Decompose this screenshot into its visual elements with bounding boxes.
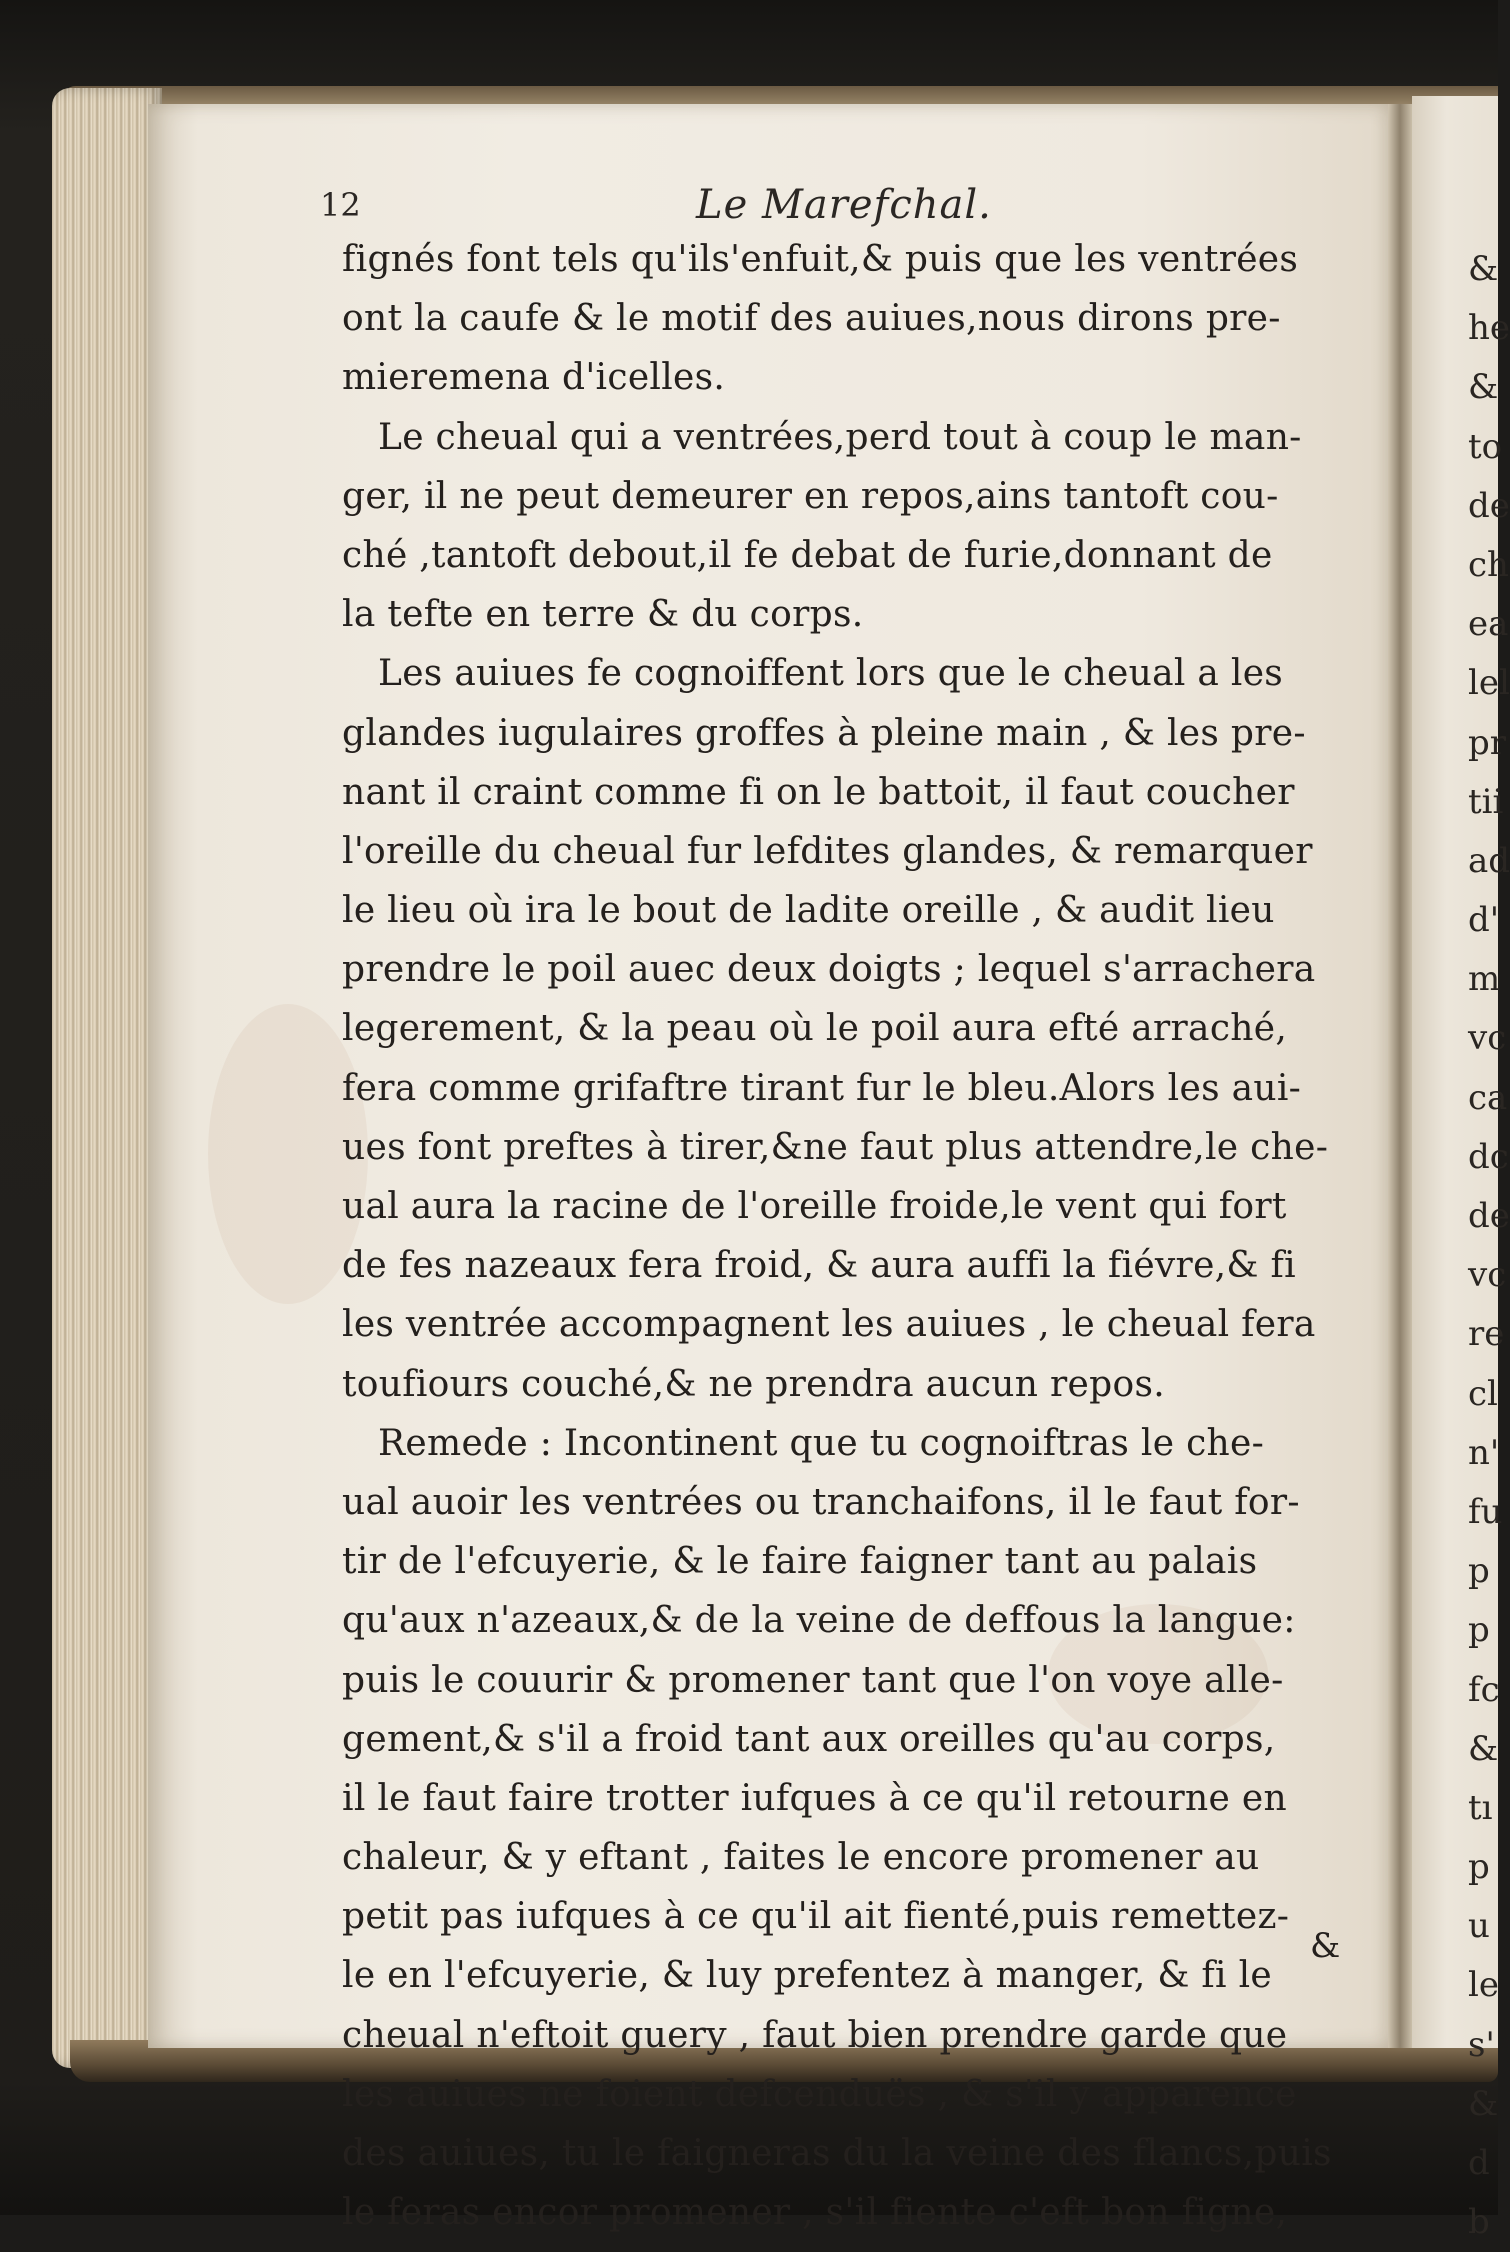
right-page-fragment: m <box>1468 959 1501 1000</box>
right-page-fragment: ca <box>1468 1077 1508 1118</box>
text-line: mieremena d'icelles. <box>342 357 726 399</box>
text-line: fignés font tels qu'ils'enfuit,& puis que les ventrées <box>342 239 1299 280</box>
right-page-fragment: & <box>1468 367 1499 408</box>
right-page-fragment: s' <box>1468 2024 1495 2065</box>
right-page-fragment: p <box>1468 1847 1490 1888</box>
right-page-fragment: p <box>1468 1551 1490 1592</box>
text-line: le feras encor promener , s'il fiente c'eft bon figne, <box>342 2192 1288 2234</box>
right-page-fragment: re <box>1468 1314 1505 1355</box>
text-line: ché ,tantoft debout,il fe debat de furie,donnant de <box>342 534 1273 576</box>
text-line: de fes nazeaux fera froid, & aura auffi la fiévre,& fi <box>342 1245 1296 1287</box>
text-line: prendre le poil auec deux doigts ; lequel s'arrachera <box>342 949 1316 991</box>
text-line: le en l'efcuyerie, & luy prefentez à manger, & fi le <box>342 1955 1273 1997</box>
text-line: nant il craint comme fi on le battoit, il faut coucher <box>342 771 1295 813</box>
right-page-fragment: vc <box>1468 1018 1507 1059</box>
page-gutter <box>1388 104 1412 2048</box>
right-page-fragment: & <box>1468 1728 1499 1769</box>
text-line: les ventrée accompagnent les auiues , le cheual fera <box>342 1304 1316 1346</box>
text-line: gement,& s'il a froid tant aux oreilles qu'au corps, <box>342 1718 1276 1760</box>
text-line: glandes iugulaires groffes à pleine main , & les pre- <box>342 712 1306 754</box>
text-line: puis le couurir & promener tant que l'on voye alle- <box>342 1659 1284 1701</box>
text-line: chaleur, & y eftant , faites le encore promener au <box>342 1837 1260 1879</box>
text-line: ont la caufe & le motif des auiues,nous dirons pre- <box>342 298 1281 340</box>
text-line: il le faut faire trotter iufques à ce qu'il retourne en <box>342 1777 1287 1819</box>
text-line: fera comme grifaftre tirant fur le bleu.Alors les aui- <box>342 1067 1302 1109</box>
text-line: la tefte en terre & du corps. <box>342 594 864 636</box>
running-title: Le Marefchal. <box>696 182 992 228</box>
catchword: & <box>1310 1926 1341 1966</box>
book-fore-edge <box>52 88 162 2068</box>
text-line: petit pas iufques à ce qu'il ait fienté,puis remettez- <box>342 1896 1290 1938</box>
text-line: Les auiues fe cognoiffent lors que le cheual a les <box>378 653 1284 695</box>
right-page-fragment: n' <box>1468 1432 1500 1473</box>
text-line: ual auoir les ventrées ou tranchaifons, il le faut for- <box>342 1481 1300 1523</box>
right-page-fragment: ch <box>1468 544 1509 585</box>
right-page-fragment: cl <box>1468 1373 1498 1414</box>
text-line: toufiours couché,& ne prendra aucun repos. <box>342 1363 1165 1405</box>
right-page-fragment: vc <box>1468 1255 1507 1296</box>
text-line: tir de l'efcuyerie, & le faire faigner tant au palais <box>342 1541 1258 1583</box>
text-line: le lieu où ira le bout de ladite oreille , & audit lieu <box>342 890 1275 932</box>
text-line: des auiues, tu le faigneras du la veine des flancs,puis <box>342 2133 1332 2174</box>
right-page-fragment: le <box>1468 1965 1499 2006</box>
right-page-fragment: ea <box>1468 604 1509 645</box>
right-page-fragment: & <box>1468 249 1499 289</box>
text-line: ger, il ne peut demeurer en repos,ains tantoft cou- <box>342 475 1279 517</box>
right-page-fragment: fu <box>1468 1491 1503 1532</box>
right-page-fragment: ad <box>1468 840 1510 881</box>
right-page-fragment: u <box>1468 1906 1490 1947</box>
text-line: qu'aux n'azeaux,& de la veine de deffous la langue: <box>342 1600 1296 1642</box>
text-line: les auiues ne foient defcenduës , & s'il y apparence <box>342 2073 1297 2115</box>
text-line: l'oreille du cheual fur lefdites glandes, & remarquer <box>342 830 1313 872</box>
right-page-fragment: tı <box>1468 1787 1493 1828</box>
text-line: Remede : Incontinent que tu cognoiftras le che- <box>378 1422 1265 1464</box>
right-page-fragment: lel <box>1468 663 1510 704</box>
text-line: Le cheual qui a ventrées,perd tout à coup le man- <box>378 416 1302 458</box>
right-page-fragment: he <box>1468 308 1510 349</box>
text-line: ues font preftes à tirer,&ne faut plus attendre,le che- <box>342 1126 1329 1168</box>
right-page-fragment: d' <box>1468 900 1500 941</box>
right-page-fragment: b <box>1468 2202 1490 2243</box>
right-page-fragment: p <box>1468 1610 1490 1651</box>
right-page-fragment: to <box>1468 426 1503 467</box>
right-page-fragment: dc <box>1468 1136 1509 1177</box>
body-text <box>342 230 1352 2242</box>
page-number: 12 <box>320 186 361 224</box>
text-line: ual aura la racine de l'oreille froide,le vent qui fort <box>342 1186 1287 1227</box>
right-page-fragment: d <box>1468 2143 1490 2183</box>
right-page-fragment: & <box>1468 2083 1499 2124</box>
right-page <box>1412 96 1510 2243</box>
right-page-fragment: pr <box>1468 722 1507 763</box>
right-page-fragment: tii <box>1468 781 1504 822</box>
right-page-fragment: fc <box>1468 1669 1500 1710</box>
right-page-fragment: de <box>1468 485 1510 526</box>
text-line: legerement, & la peau où le poil aura efté arraché, <box>342 1008 1288 1050</box>
right-page-fragment: de <box>1468 1196 1510 1236</box>
right-page-fragments <box>1468 240 1510 2252</box>
text-line: cheual n'eftoit guery , faut bien prendre garde que <box>342 2014 1288 2056</box>
